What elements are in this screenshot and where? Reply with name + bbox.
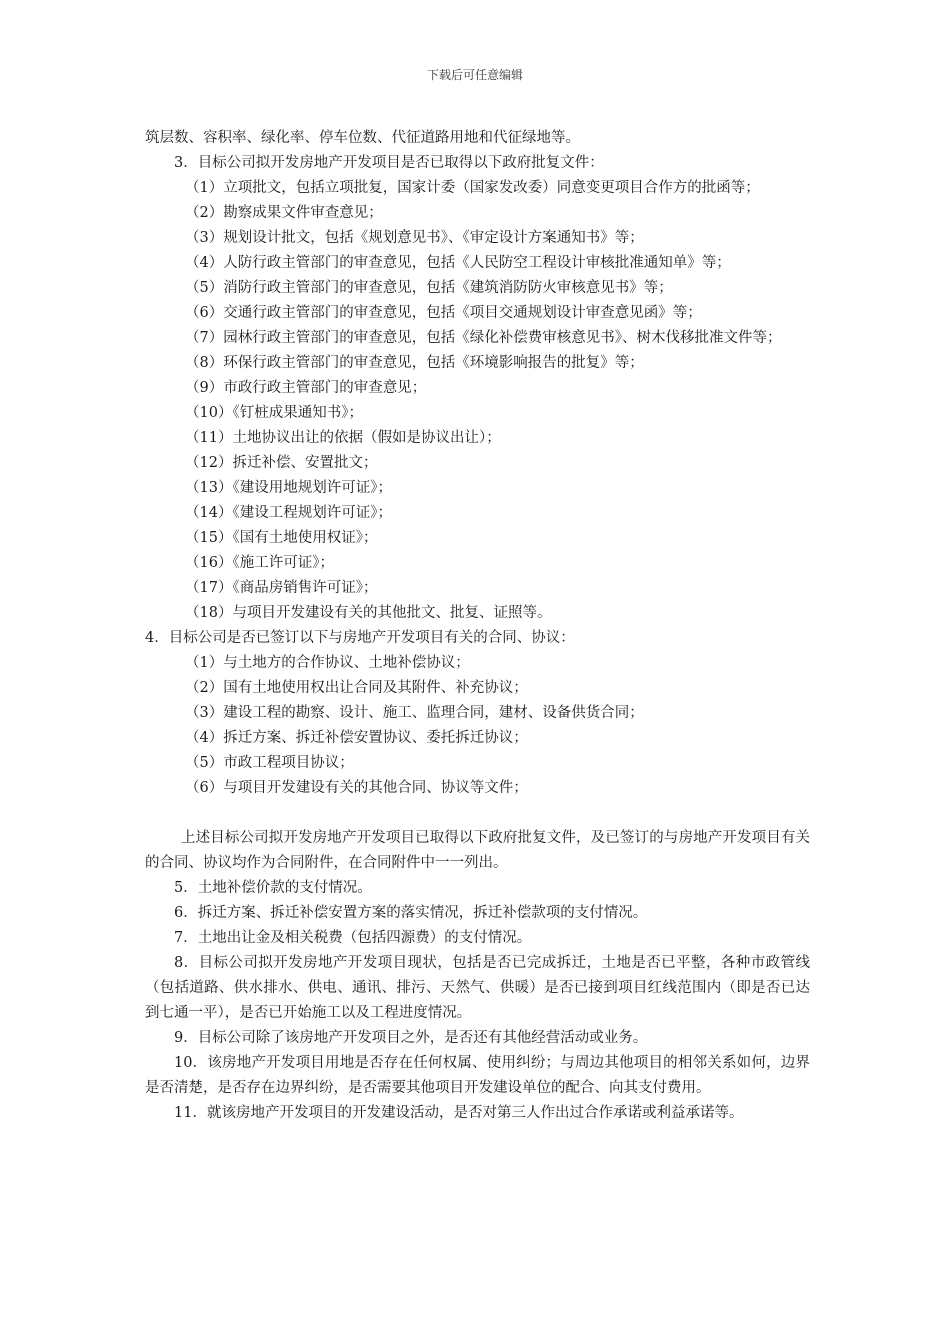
section-heading-3: 3．目标公司拟开发房地产开发项目是否已取得以下政府批复文件： [174,155,604,171]
list-item: （6）交通行政主管部门的审查意见，包括《项目交通规划设计审查意见函》等； [185,305,702,321]
list-item: （13）《建设用地规划许可证》； [185,480,392,496]
section-heading-8: 8．目标公司拟开发房地产开发项目现状，包括是否已完成拆迁，土地是否已平整，各种市政管线（包括道路、供水排水、供电、通讯、排污、天然气、供暖）是否已接到项目红线范围内（即是否已达到七通一平），是否已开始施工以及工程进度情况。 [145,955,810,1021]
list-item: （12）拆迁补偿、安置批文； [185,455,378,471]
document-body [145,126,810,1126]
list-item: （17）《商品房销售许可证》； [185,580,378,596]
list-item: （7）园林行政主管部门的审查意见，包括《绿化补偿费审核意见书》、树木伐移批准文件等； [185,330,782,346]
list-item: （1）与土地方的合作协议、土地补偿协议； [185,655,470,671]
list-item: （10）《钉桩成果通知书》； [185,405,363,421]
blank-line [145,801,810,826]
list-item: （4）人防行政主管部门的审查意见，包括《人民防空工程设计审核批准通知单》等； [185,255,731,271]
section-heading-5: 5．土地补偿价款的支付情况。 [174,880,372,896]
section-heading-6: 6．拆迁方案、拆迁补偿安置方案的落实情况，拆迁补偿款项的支付情况。 [174,905,648,921]
list-item: （2）勘察成果文件审查意见； [185,205,383,221]
list-item: （11）土地协议出让的依据（假如是协议出让）； [185,430,501,446]
list-item: （8）环保行政主管部门的审查意见，包括《环境影响报告的批复》等； [185,355,644,371]
list-item: （1）立项批文，包括立项批复，国家计委（国家发改委）同意变更项目合作方的批函等； [185,180,760,196]
paragraph: 上述目标公司拟开发房地产开发项目已取得以下政府批复文件，及已签订的与房地产开发项目有关的合同、协议均作为合同附件，在合同附件中一一列出。 [145,830,810,871]
section-heading-9: 9．目标公司除了该房地产开发项目之外，是否还有其他经营活动或业务。 [174,1030,648,1046]
list-item: （3）规划设计批文，包括《规划意见书》、《审定设计方案通知书》等； [185,230,644,246]
list-item: （15）《国有土地使用权证》； [185,530,378,546]
section-heading-10: 10．该房地产开发项目用地是否存在任何权属、使用纠纷；与周边其他项目的相邻关系如何，边界是否清楚，是否存在边界纠纷，是否需要其他项目开发建设单位的配合、向其支付费用。 [145,1055,810,1096]
page-header: 下载后可任意编辑 [426,68,523,82]
section-heading-7: 7．土地出让金及相关税费（包括四源费）的支付情况。 [174,930,532,946]
list-item: （3）建设工程的勘察、设计、施工、监理合同，建材、设备供货合同； [185,705,644,721]
list-item: （2）国有土地使用权出让合同及其附件、补充协议； [185,680,528,696]
list-item: （5）消防行政主管部门的审查意见，包括《建筑消防防火审核意见书》等； [185,280,673,296]
list-item: （4）拆迁方案、拆迁补偿安置协议、委托拆迁协议； [185,730,528,746]
list-item: （5）市政工程项目协议； [185,755,354,771]
section-heading-11: 11．就该房地产开发项目的开发建设活动，是否对第三人作出过合作承诺或利益承诺等。 [174,1105,744,1121]
list-item: （9）市政行政主管部门的审查意见； [185,380,427,396]
list-item: （16）《施工许可证》； [185,555,334,571]
list-item: （6）与项目开发建设有关的其他合同、协议等文件； [185,780,528,796]
section-heading-4: 4．目标公司是否已签订以下与房地产开发项目有关的合同、协议： [145,630,575,646]
list-item: （18）与项目开发建设有关的其他批文、批复、证照等。 [185,605,552,621]
paragraph: 筑层数、容积率、绿化率、停车位数、代征道路用地和代征绿地等。 [145,130,580,146]
list-item: （14）《建设工程规划许可证》； [185,505,392,521]
